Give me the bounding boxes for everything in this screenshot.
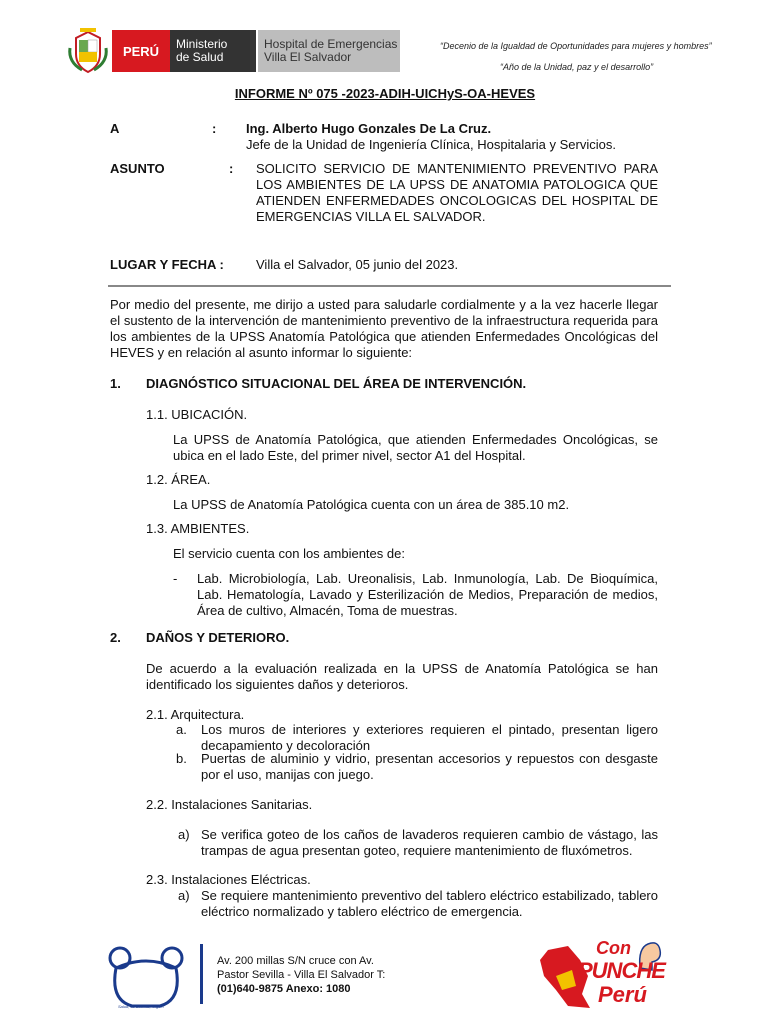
- punche-peru-text: Perú: [598, 982, 647, 1007]
- to-name: Ing. Alberto Hugo Gonzales De La Cruz.: [246, 121, 492, 136]
- subsection-1-1-heading: 1.1. UBICACIÓN.: [146, 407, 248, 422]
- item-a-marker: a.: [176, 722, 187, 737]
- ministry-line-2: de Salud: [176, 50, 224, 64]
- subsection-2-2-heading: 2.2. Instalaciones Sanitarias.: [146, 797, 313, 812]
- ambientes-list: Lab. Microbiología, Lab. Ureonalisis, Lab. Inmunología, Lab. De Bioquímica, Lab. Hematología, Lavado y Esterilización de Medios, Preparación de medios, Área de cultivo, Almacén, Toma de muestras.: [197, 571, 658, 618]
- list-bullet: -: [173, 571, 178, 586]
- subsection-2-3-heading: 2.3. Instalaciones Eléctricas.: [146, 872, 311, 887]
- peru-coat-of-arms-icon: [66, 28, 110, 74]
- place-date-text: Villa el Salvador, 05 junio del 2023.: [256, 257, 459, 272]
- place-date-label: LUGAR Y FECHA :: [110, 257, 224, 272]
- item-b-text: Puertas de aluminio y vidrio, presentan accesorios y repuestos con desgaste por el uso, manijas con juego.: [201, 751, 658, 782]
- subject-colon: :: [229, 161, 234, 176]
- to-colon: :: [212, 121, 217, 136]
- section-2-title: DAÑOS Y DETERIORO.: [146, 630, 290, 645]
- section-2-text: De acuerdo a la evaluación realizada en la UPSS de Anatomía Patológica se han identificado los siguientes daños y deterioros.: [146, 661, 658, 692]
- to-label: A: [110, 121, 120, 136]
- footer-address-2: Pastor Sevilla - Villa El Salvador T:: [217, 969, 386, 981]
- decade-quote: “Decenio de la Igualdad de Oportunidades para mujeres y hombres”: [440, 41, 712, 51]
- punche-word-text: PUNCHE: [578, 958, 665, 983]
- subsection-1-2-text: La UPSS de Anatomía Patológica cuenta con un área de 385.10 m2.: [173, 497, 570, 512]
- subject-label: ASUNTO: [110, 161, 165, 176]
- ministry-label: [170, 30, 256, 72]
- footer-address-1: Av. 200 millas S/N cruce con Av.: [217, 955, 374, 967]
- intro-paragraph: Por medio del presente, me dirijo a usted para saludarle cordialmente y a la vez hacerle llegar el sustento de la intervención de mantenimiento preventivo de la infraestructura requerida para los ambientes de la UPSS Anatomía Patológica que atienden Enfermedades Oncológicas del HEVES y en relación al asunto informar lo siguiente:: [110, 297, 658, 360]
- report-title: INFORME Nº 075 -2023-ADIH-UICHyS-OA-HEVES: [234, 86, 536, 101]
- letterhead: [0, 0, 768, 80]
- hospital-line-1: Hospital de Emergencias: [264, 37, 398, 51]
- footer-phone: (01)640-9875 Anexo: 1080: [217, 983, 351, 995]
- subsection-1-3-heading: 1.3. AMBIENTES.: [146, 521, 250, 536]
- section-2-number: 2.: [110, 630, 121, 645]
- subsection-1-2-heading: 1.2. ÁREA.: [146, 472, 211, 487]
- peru-brand: PERÚ: [112, 30, 170, 72]
- item-2-2-marker: a): [178, 827, 190, 842]
- ministry-line-1: Ministerio: [176, 37, 228, 51]
- section-1-title: DIAGNÓSTICO SITUACIONAL DEL ÁREA DE INTERVENCIÓN.: [146, 376, 527, 391]
- subsection-1-1-text: La UPSS de Anatomía Patológica, que atienden Enfermedades Oncológicas, se ubica en el lado Este, del primer nivel, sector A1 del Hospital.: [173, 432, 658, 463]
- item-2-3-marker: a): [178, 888, 190, 903]
- item-2-3-text: Se requiere mantenimiento preventivo del tablero eléctrico estabilizado, tablero eléctrico normalizado y tablero eléctrico de emergencia.: [201, 888, 658, 919]
- hospital-label: [258, 30, 400, 72]
- subject-text: SOLICITO SERVICIO DE MANTENIMIENTO PREVENTIVO PARA LOS AMBIENTES DE LA UPSS DE ANATOMIA PATOLOGICA QUE ATIENDEN ENFERMEDADES ONCOLOGICAS DEL HOSPITAL DE EMERGENCIAS VILLA EL SALVADOR.: [256, 161, 658, 224]
- hospital-line-2: Villa El Salvador: [264, 50, 352, 64]
- bear-logo-caption: Salud, de Buenas, Miguel: [118, 1004, 164, 1009]
- item-a-text: Los muros de interiores y exteriores requieren el pintado, presentan ligero decapamiento y decoloración: [201, 722, 658, 753]
- to-role: Jefe de la Unidad de Ingeniería Clínica, Hospitalaria y Servicios.: [246, 137, 616, 152]
- section-1-number: 1.: [110, 376, 121, 391]
- punche-con-text: Con: [596, 938, 631, 958]
- subsection-1-3-text: El servicio cuenta con los ambientes de:: [173, 546, 405, 561]
- separator-rule: [108, 285, 671, 287]
- footer-divider: [200, 944, 203, 1004]
- con-punche-peru-logo: [538, 938, 666, 1014]
- item-b-marker: b.: [176, 751, 187, 766]
- year-quote: “Año de la Unidad, paz y el desarrollo”: [500, 62, 654, 72]
- subsection-2-1-heading: 2.1. Arquitectura.: [146, 707, 245, 722]
- item-2-2-text: Se verifica goteo de los caños de lavaderos requieren cambio de vástago, las trampas de agua presentan goteo, requiere mantenimiento de fluxómetros.: [201, 827, 658, 858]
